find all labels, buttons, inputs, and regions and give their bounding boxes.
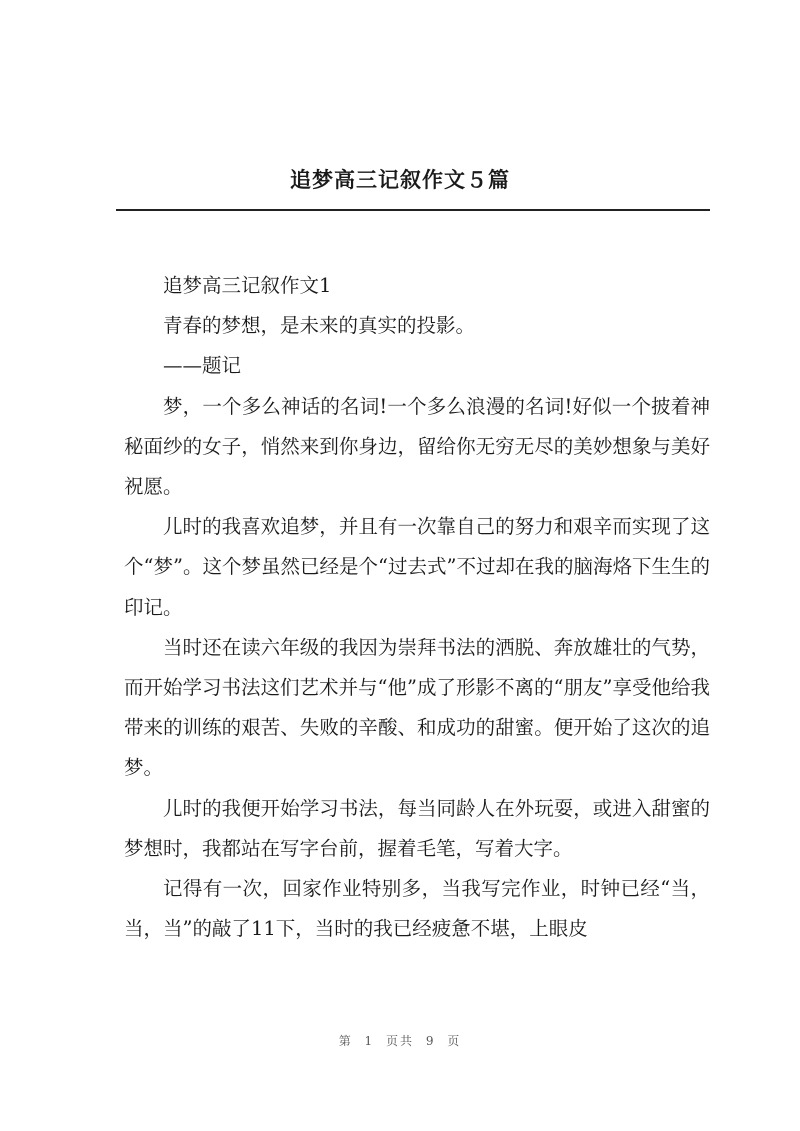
paragraph-epigraph: 青春的梦想，是未来的真实的投影。 (163, 314, 476, 338)
document-body (124, 266, 710, 949)
paragraph: 当时还在读六年级的我因为崇拜书法的洒脱、奔放雄壮的气势，而开始学习书法这们艺术并与“他”成了形影不离的“朋友”享受他给我带来的训练的艰苦、失败的辛酸、和成功的甜蜜。便开始了这次的追梦。 (124, 635, 710, 780)
document-title: 追梦高三记叙作文５篇 (290, 167, 510, 192)
paragraph: 儿时的我喜欢追梦，并且有一次靠自己的努力和艰辛而实现了这个“梦”。这个梦虽然已经是个“过去式”不过却在我的脑海烙下生生的印记。 (124, 515, 710, 619)
paragraph: 记得有一次，回家作业特别多，当我写完作业，时钟已经“当，当，当”的敲了11下，当时的我已经疲惫不堪，上眼皮 (124, 877, 710, 941)
paragraph-epigraph-attribution: ——题记 (163, 354, 242, 378)
paragraph: 儿时的我便开始学习书法，每当同龄人在外玩耍，或进入甜蜜的梦想时，我都站在写字台前，握着毛笔，写着大字。 (124, 796, 710, 860)
paragraph: 梦，一个多么神话的名词!一个多么浪漫的名词!好似一个披着神秘面纱的女子，悄然来到你身边，留给你无穷无尽的美妙想象与美好祝愿。 (124, 394, 710, 499)
section-heading: 追梦高三记叙作文1 (163, 274, 332, 297)
page-footer: 第 1 页共 9 页 (338, 1034, 462, 1048)
title-divider (116, 209, 710, 211)
